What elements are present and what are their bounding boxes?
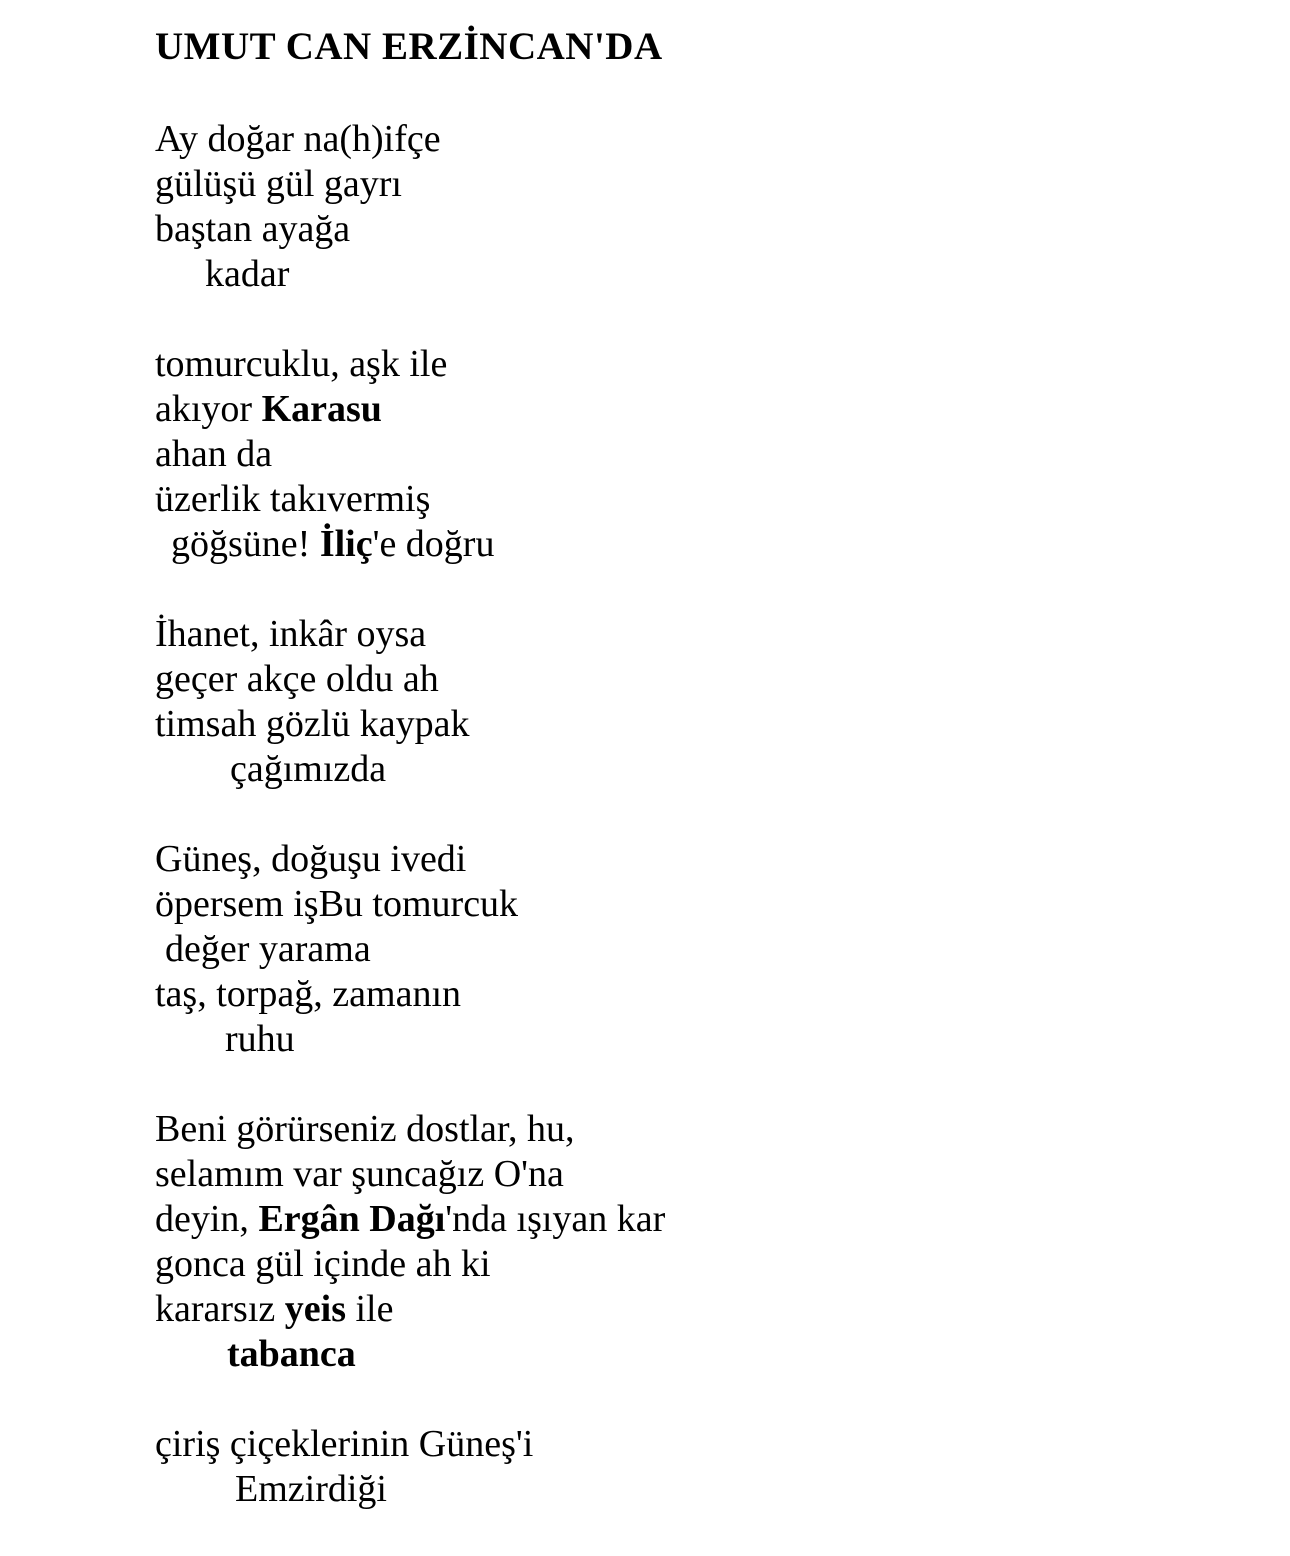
poem-line	[155, 522, 1250, 567]
poem-line	[155, 1107, 1250, 1152]
poem-line-segment: Emzirdiği	[235, 1468, 387, 1510]
poem-line-segment: taş, torpağ, zamanın	[155, 973, 462, 1015]
poem-line-segment: göğsüne!	[171, 523, 320, 565]
poem-line	[155, 657, 1250, 702]
poem-line	[155, 162, 1250, 207]
poem-line-segment: baştan ayağa	[155, 208, 351, 250]
poem-line	[155, 477, 1250, 522]
poem-stanza	[155, 1107, 1250, 1377]
poem-line	[155, 882, 1250, 927]
poem-line-segment: Güneş, doğuşu ivedi	[155, 838, 467, 880]
poem-line	[155, 747, 1250, 792]
poem-stanza	[155, 1422, 1250, 1512]
poem-line	[155, 702, 1250, 747]
poem-line	[155, 252, 1250, 297]
poem-line-segment: öpersem işBu tomurcuk	[155, 883, 519, 925]
poem-line	[155, 1242, 1250, 1287]
poem-title: UMUT CAN ERZİNCAN'DA	[155, 25, 663, 68]
poem-line-segment: Beni görürseniz dostlar, hu,	[155, 1108, 575, 1150]
poem-line-segment: ahan da	[155, 433, 273, 475]
poem-line	[155, 207, 1250, 252]
poem-line	[155, 387, 1250, 432]
poem-line-segment: tomurcuklu, aşk ile	[155, 343, 448, 385]
poem-line-segment: akıyor	[155, 388, 262, 430]
poem-line	[155, 612, 1250, 657]
poem-line-segment: ile	[345, 1288, 394, 1330]
poem-line-segment: Ergân Dağı	[258, 1198, 446, 1240]
poem-line-segment: selamım var şuncağız O'na	[155, 1153, 564, 1195]
poem-line-segment: kadar	[205, 253, 290, 295]
poem-line	[155, 1152, 1250, 1197]
poem-stanza	[155, 837, 1250, 1062]
poem-line	[155, 1422, 1250, 1467]
poem-line	[155, 1467, 1250, 1512]
poem-line	[155, 1197, 1250, 1242]
poem-line-segment: yeis	[284, 1288, 346, 1330]
poem-line-segment: değer yarama	[165, 928, 371, 970]
poem-line-segment: Ay doğar na(h)ifçe	[155, 118, 441, 160]
poem-line-segment: İliç	[319, 523, 373, 565]
poem-line	[155, 972, 1250, 1017]
poem-line-segment: 'nda ışıyan kar	[445, 1198, 666, 1240]
poem-line-segment: kararsız	[155, 1288, 285, 1330]
poem-line-segment: 'e doğru	[372, 523, 495, 565]
poem-line	[155, 1332, 1250, 1377]
poem-line-segment: çağımızda	[230, 748, 387, 790]
poem-line	[155, 927, 1250, 972]
poem-line-segment: üzerlik takıvermiş	[155, 478, 431, 520]
poem-stanza	[155, 342, 1250, 567]
poem-line	[155, 1017, 1250, 1062]
poem-stanza	[155, 117, 1250, 297]
poem-line-segment: gonca gül içinde ah ki	[155, 1243, 491, 1285]
poem-line-segment: ruhu	[225, 1018, 295, 1060]
poem-line-segment: İhanet, inkâr oysa	[155, 613, 427, 655]
poem-line-segment: timsah gözlü kaypak	[155, 703, 470, 745]
poem-line-segment: deyin,	[155, 1198, 259, 1240]
poem-stanza	[155, 612, 1250, 792]
poem-line	[155, 432, 1250, 477]
poem-line-segment: gülüşü gül gayrı	[155, 163, 402, 205]
poem-line	[155, 117, 1250, 162]
poem-line	[155, 1287, 1250, 1332]
poem-line-segment: geçer akçe oldu ah	[155, 658, 439, 700]
poem-body	[155, 117, 1250, 1512]
poem-line	[155, 342, 1250, 387]
poem-line	[155, 837, 1250, 882]
poem-line-segment: tabanca	[227, 1333, 356, 1375]
poem-line-segment: çiriş çiçeklerinin Güneş'i	[155, 1423, 534, 1465]
poem-line-segment: Karasu	[261, 388, 382, 430]
